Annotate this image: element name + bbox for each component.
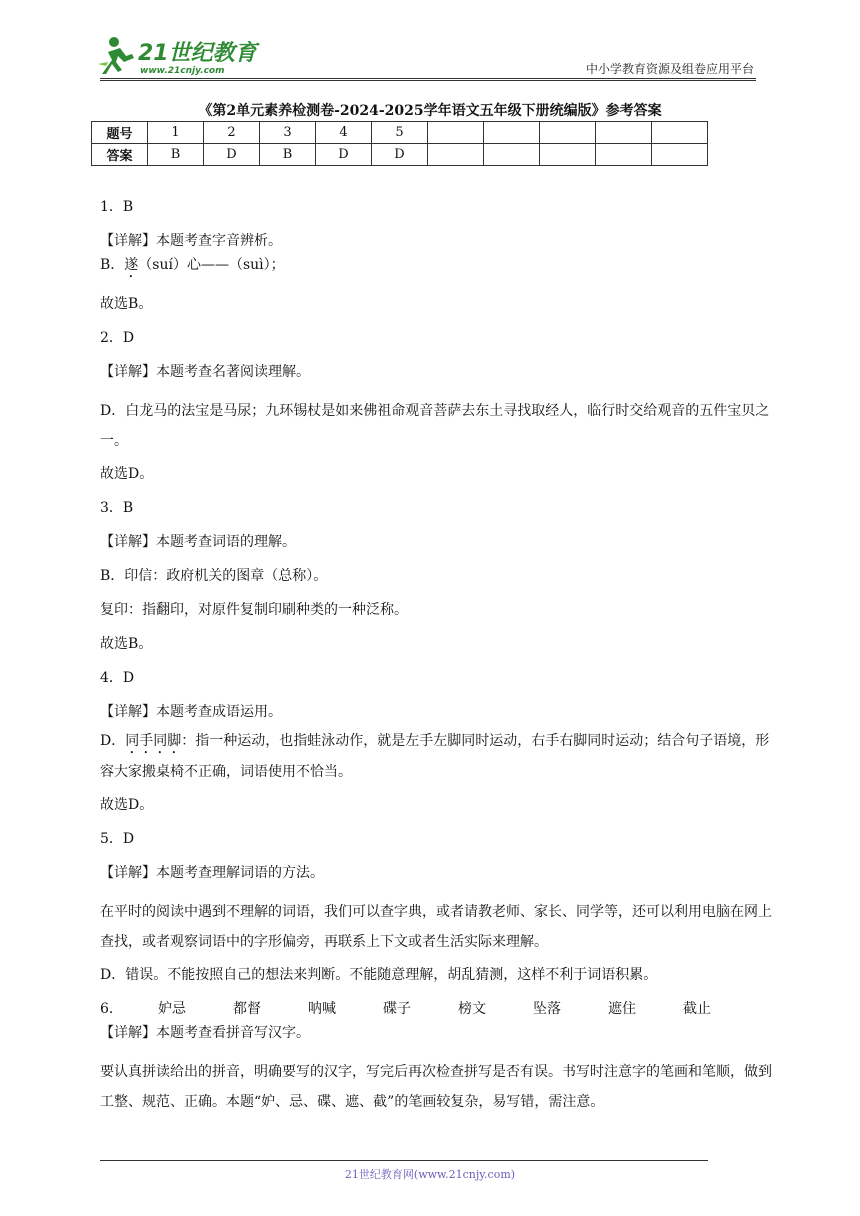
- q3-analysis: B．印信：政府机关的图章（总称）。: [100, 568, 328, 584]
- row-label-number: 题号: [92, 122, 148, 144]
- q4-analysis-prefix: D．: [100, 733, 126, 749]
- q6-answer-line: [100, 999, 780, 1020]
- header-divider: [100, 78, 756, 79]
- table-cell: [428, 122, 484, 144]
- table-cell: [596, 144, 652, 166]
- table-cell: [484, 122, 540, 144]
- document-title: 《第2单元素养检测卷-2024-2025学年语文五年级下册统编版》参考答案: [198, 103, 662, 119]
- runner-icon: [98, 37, 134, 74]
- table-cell: [540, 144, 596, 166]
- table-cell: [540, 122, 596, 144]
- q3-analysis-2: 复印：指翻印，对原件复制印刷种类的一种泛称。: [100, 602, 408, 618]
- answer-explanations: [100, 197, 780, 1130]
- q6-word: 遮住: [608, 1001, 636, 1017]
- logo-url-text: www.21cnjy.com: [140, 66, 225, 76]
- q1-emphasized-char: 遂: [124, 257, 139, 273]
- header-divider-thin: [100, 80, 756, 81]
- q6-detail: 【详解】本题考查看拼音写汉字。: [100, 1025, 310, 1041]
- q5-analysis: 在平时的阅读中遇到不理解的词语，我们可以查字典，或者请教老师、家长、同学等，还可以利用电脑在网上查找，或者观察词语中的字形偏旁，再联系上下文或者生活实际来理解。: [100, 904, 772, 950]
- table-cell: [596, 122, 652, 144]
- table-row-numbers: [92, 122, 708, 144]
- table-cell: B: [148, 144, 204, 166]
- table-cell: [428, 144, 484, 166]
- logo-main-text: 21世纪教育: [138, 41, 257, 66]
- q6-word: 妒忌: [158, 1001, 186, 1017]
- q2-detail: 【详解】本题考查名著阅读理解。: [100, 364, 310, 380]
- q1-choice: 故选B。: [100, 296, 153, 312]
- answer-table: [91, 121, 708, 166]
- q1-detail: 【详解】本题考查字音辨析。: [100, 233, 282, 249]
- footer-divider: [100, 1160, 708, 1161]
- q1-analysis-rest: （suí）心——（suì）；: [138, 257, 285, 273]
- q5-analysis-2: D．错误。不能按照自己的想法来判断。不能随意理解，胡乱猜测，这样不利于词语积累。: [100, 967, 658, 983]
- table-cell: D: [372, 144, 428, 166]
- q3-detail: 【详解】本题考查词语的理解。: [100, 534, 296, 550]
- table-cell: [652, 144, 708, 166]
- q1-analysis-prefix: B．: [100, 257, 125, 273]
- q6-word: 截止: [683, 1001, 711, 1017]
- table-cell: 3: [260, 122, 316, 144]
- q4-detail: 【详解】本题考查成语运用。: [100, 704, 282, 720]
- q4-analysis: [100, 726, 780, 787]
- q6-analysis: 要认真拼读给出的拼音，明确要写的汉字，写完后再次检查拼写是否有误。书写时注意字的笔画和笔顺，做到工整、规范、正确。本题“妒、忌、碟、遮、截”的笔画较复杂，易写错，需注意。: [100, 1064, 772, 1110]
- q3-heading: 3．B: [100, 500, 134, 516]
- q4-heading: 4．D: [100, 670, 135, 686]
- platform-name: 中小学教育资源及组卷应用平台: [585, 62, 754, 76]
- site-logo: [94, 34, 264, 78]
- q2-analysis: D．白龙马的法宝是马尿；九环锡杖是如来佛祖命观音菩萨去东土寻找取经人，临行时交给观音的五件宝贝之一。: [100, 403, 770, 449]
- q3-choice: 故选B。: [100, 636, 153, 652]
- q6-word: 榜文: [458, 1001, 486, 1017]
- table-cell: D: [204, 144, 260, 166]
- q1-analysis: [100, 255, 780, 281]
- table-cell: 5: [372, 122, 428, 144]
- row-label-answer: 答案: [92, 144, 148, 166]
- q2-heading: 2．D: [100, 330, 135, 346]
- q5-detail: 【详解】本题考查理解词语的方法。: [100, 865, 324, 881]
- table-cell: D: [316, 144, 372, 166]
- q6-word: 呐喊: [308, 1001, 336, 1017]
- q6-number: 6．: [100, 1001, 123, 1017]
- table-row-answers: [92, 144, 708, 166]
- table-cell: 2: [204, 122, 260, 144]
- q2-choice: 故选D。: [100, 466, 154, 482]
- table-cell: 4: [316, 122, 372, 144]
- q4-emphasized-idiom: 同手同脚: [125, 733, 182, 749]
- q1-heading: 1．B: [100, 199, 134, 215]
- table-cell: 1: [148, 122, 204, 144]
- q4-analysis-rest: ：指一种运动，也指蛙泳动作，就是左手左脚同时运动，右手右脚同时运动；结合句子语境，形容大家搬桌椅不正确，词语使用不恰当。: [100, 733, 770, 780]
- q6-word: 都督: [233, 1001, 261, 1017]
- table-cell: B: [260, 144, 316, 166]
- table-cell: [484, 144, 540, 166]
- footer-link[interactable]: 21世纪教育网(www.21cnjy.com): [344, 1168, 516, 1181]
- q6-word: 坠落: [533, 1001, 561, 1017]
- table-cell: [652, 122, 708, 144]
- q6-word: 碟子: [383, 1001, 411, 1017]
- q4-choice: 故选D。: [100, 797, 154, 813]
- q5-heading: 5．D: [100, 831, 135, 847]
